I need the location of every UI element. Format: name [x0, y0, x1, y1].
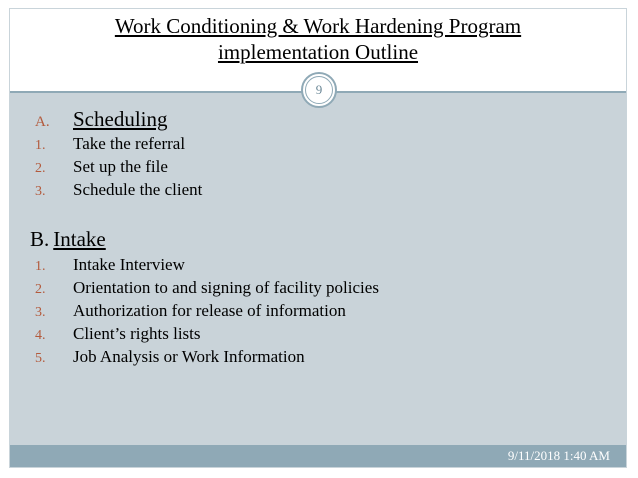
slide-number-badge [301, 72, 337, 108]
list-item [35, 301, 346, 321]
list-text: Schedule the client [73, 180, 203, 199]
list-item [35, 324, 201, 344]
list-number: 3. [35, 184, 46, 199]
list-text: Job Analysis or Work Information [73, 347, 305, 366]
list-item [35, 180, 202, 200]
list-text: Intake Interview [73, 255, 185, 274]
footer-datetime: 9/11/2018 1:40 AM [507, 448, 610, 463]
list-number: 1. [35, 138, 46, 153]
section-b-heading [30, 227, 106, 252]
title-line-1: Work Conditioning & Work Hardening Program [114, 14, 522, 38]
section-b-title: Intake [53, 227, 106, 251]
list-item [35, 255, 185, 275]
title-line-2: implementation Outline [217, 40, 419, 64]
list-text: Orientation to and signing of facility policies [73, 278, 379, 297]
list-text: Authorization for release of information [73, 301, 346, 320]
list-number: 1. [35, 259, 46, 274]
section-a-heading [35, 107, 168, 132]
list-item [35, 134, 185, 154]
list-text: Set up the file [73, 157, 168, 176]
list-number: 2. [35, 161, 46, 176]
slide-title [10, 13, 626, 65]
list-number: 4. [35, 328, 46, 343]
section-b-marker: B. [30, 227, 50, 251]
content-area [10, 93, 626, 445]
list-item [35, 157, 168, 177]
list-number: 3. [35, 305, 46, 320]
list-number: 5. [35, 351, 46, 366]
list-item [35, 278, 379, 298]
section-a-marker: A. [35, 114, 50, 130]
slide-number: 9 [305, 76, 333, 104]
list-number: 2. [35, 282, 46, 297]
footer-bar [10, 445, 626, 467]
section-a-title: Scheduling [73, 107, 168, 131]
list-item [35, 347, 305, 367]
list-text: Take the referral [73, 134, 186, 153]
list-text: Client’s rights lists [73, 324, 201, 343]
